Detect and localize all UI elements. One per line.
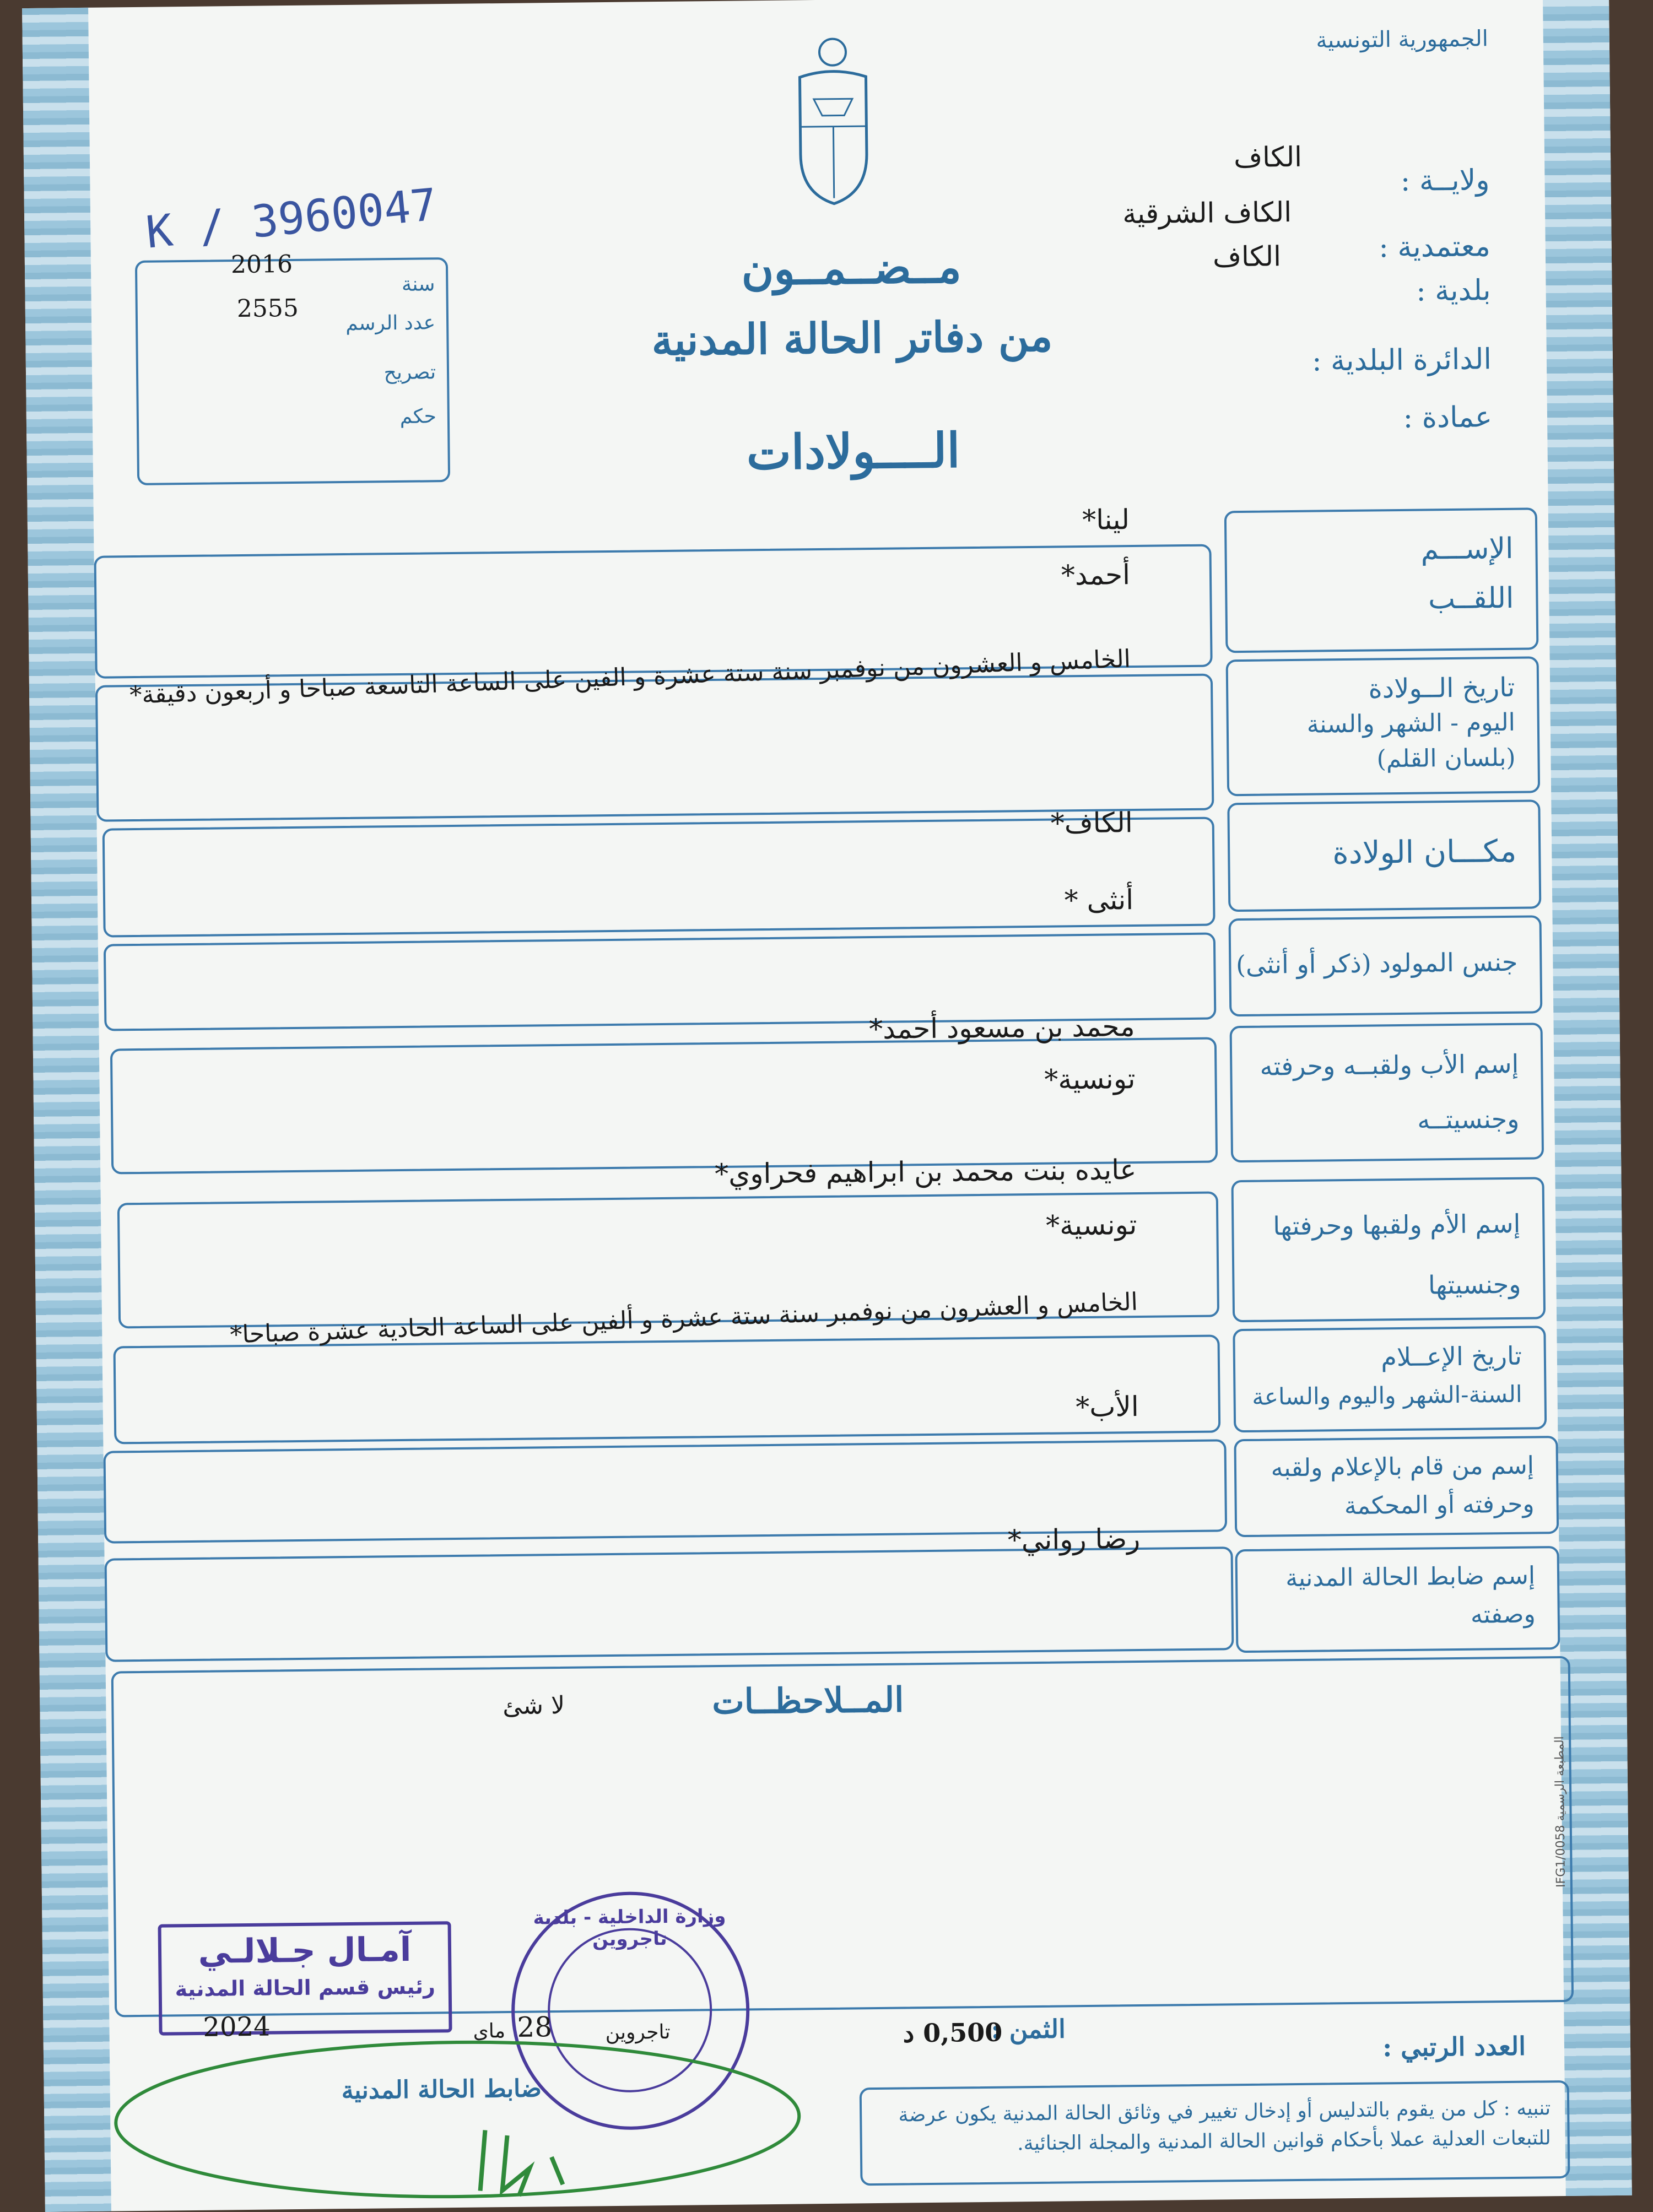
mootamadiya-value: الكاف الشرقية bbox=[1122, 196, 1292, 230]
serial-number-label: العدد الرتبي : bbox=[1382, 2031, 1526, 2063]
value-father-nationality: تونسية* bbox=[1044, 1063, 1136, 1096]
printer-mark: المطبعة الرسمية IFG1/0058 bbox=[1553, 1736, 1568, 1888]
label-sex: جنس المولود (ذكر أو أنثى) bbox=[1235, 947, 1518, 980]
registry-box bbox=[135, 250, 450, 485]
label-mother-nationality: وجنسيتها bbox=[1428, 1269, 1521, 1300]
label-box-birth-place bbox=[1227, 799, 1541, 912]
section-title: الــــولادات bbox=[746, 423, 960, 481]
label-declarant-occupation: وحرفته أو المحكمة bbox=[1344, 1490, 1535, 1521]
value-birth-date: الخامس و العشرون من نوفمبر سنة ستة عشرة و الفين على الساعة التاسعة صباحا و أربعون دقيقة* bbox=[129, 645, 1132, 710]
imada-label: عمادة : bbox=[1403, 401, 1493, 435]
label-box-father bbox=[1230, 1023, 1544, 1162]
label-box-mother bbox=[1231, 1177, 1546, 1322]
document-title: مــضــمــون bbox=[741, 241, 962, 295]
label-mother: إسم الأم ولقبها وحرفتها bbox=[1273, 1208, 1521, 1241]
value-officer: رضا رواني* bbox=[1007, 1522, 1141, 1556]
label-officer: إسم ضابط الحالة المدنية bbox=[1285, 1561, 1536, 1593]
remarks-value: لا شئ bbox=[503, 1691, 565, 1721]
document-subtitle: من دفاتر الحالة المدنية bbox=[651, 311, 1053, 365]
footer-city: تاجروين bbox=[605, 2020, 671, 2045]
value-mother-nationality: تونسية* bbox=[1045, 1209, 1137, 1242]
baladiya-label: بلدية : bbox=[1416, 274, 1491, 308]
number-value: 2555 bbox=[236, 294, 299, 323]
notice-text: تنبيه : كل من يقوم بالتدليس أو إدخال تغيير في وثائق الحالة المدنية يكون عرضة للتبعات العدلية عملا بأحكام قوانين الحالة المدنية والمجلة الجنائية. bbox=[898, 2097, 1551, 2155]
officer-name-stamp bbox=[158, 1921, 452, 2036]
label-birth-place: مكـــان الولادة bbox=[1332, 833, 1517, 872]
label-officer-title: وصفته bbox=[1470, 1600, 1536, 1629]
wilaya-value: الكاف bbox=[1233, 140, 1303, 174]
value-surname: أحمد* bbox=[1061, 559, 1131, 592]
year-value: 2016 bbox=[230, 250, 293, 279]
label-box-birth-date bbox=[1226, 656, 1541, 796]
label-birth-date-words: (بلسان القلم) bbox=[1376, 743, 1516, 774]
label-box-name bbox=[1224, 507, 1539, 653]
value-box-declaration-date bbox=[114, 1334, 1221, 1444]
stamp-name: آمـال جـلالـي bbox=[198, 1930, 412, 1971]
daira-label: الدائرة البلدية : bbox=[1311, 343, 1492, 378]
label-declarant: إسم من قام بالإعلام ولقبه bbox=[1271, 1451, 1535, 1483]
label-declaration-date-format: السنة-الشهر واليوم والساعة bbox=[1252, 1380, 1522, 1410]
value-sex: أنثى * bbox=[1064, 884, 1134, 917]
decorative-border-left bbox=[22, 8, 111, 2212]
label-father-nationality: وجنسيتــه bbox=[1417, 1104, 1520, 1135]
coat-of-arms-icon bbox=[783, 33, 884, 210]
civil-status-document bbox=[22, 0, 1632, 2212]
republic-header: الجمهورية التونسية bbox=[1316, 26, 1489, 53]
footer-day: 28 bbox=[517, 2011, 553, 2043]
value-box-birth-place bbox=[102, 817, 1216, 938]
price-label: الثمن : bbox=[991, 2014, 1066, 2045]
officer-signature-label: ضابط الحالة المدنية bbox=[341, 2074, 542, 2105]
label-father: إسم الأب ولقبــه وحرفته bbox=[1260, 1048, 1519, 1081]
label-box-sex bbox=[1229, 915, 1543, 1016]
price-value: 0,500 د bbox=[903, 2017, 1003, 2048]
officer-signature bbox=[99, 2027, 817, 2211]
mootamadiya-label: معتمدية : bbox=[1379, 230, 1491, 264]
remarks-label: المــلاحظــات bbox=[711, 1679, 904, 1722]
wilaya-label: ولايــة : bbox=[1400, 164, 1490, 198]
declaration-label: تصريح bbox=[383, 361, 436, 385]
value-birth-place: الكاف* bbox=[1050, 807, 1133, 840]
label-surname: اللقــب bbox=[1428, 581, 1514, 616]
number-label: عدد الرسم bbox=[345, 311, 436, 335]
judgment-label: حكم bbox=[399, 405, 437, 428]
value-declarant: الأب* bbox=[1075, 1390, 1139, 1424]
value-father: محمد بن مسعود أحمد* bbox=[868, 1010, 1135, 1046]
label-birth-date: تاريخ الــولادة bbox=[1368, 672, 1515, 705]
label-declaration-date: تاريخ الإعــلام bbox=[1381, 1340, 1522, 1372]
value-box-officer bbox=[105, 1546, 1234, 1662]
serial-number: K / 3960047 bbox=[143, 179, 440, 258]
stamp-role: رئيس قسم الحالة المدنية bbox=[175, 1974, 436, 2002]
label-birth-date-format: اليوم - الشهر والسنة bbox=[1306, 708, 1516, 739]
year-label: سنة bbox=[401, 273, 435, 296]
label-box-officer bbox=[1235, 1546, 1560, 1653]
label-first-name: الإســـم bbox=[1420, 532, 1514, 566]
footer-year: 2024 bbox=[203, 2011, 271, 2043]
baladiya-value: الكاف bbox=[1212, 240, 1282, 273]
notice-box bbox=[860, 2080, 1570, 2186]
value-first-name: لينا* bbox=[1082, 504, 1130, 536]
label-box-declarant bbox=[1234, 1436, 1559, 1537]
seal-text: وزارة الداخلية - بلدية تاجروين bbox=[533, 1905, 726, 1951]
label-box-declaration-date bbox=[1233, 1326, 1547, 1432]
footer-month: ماي bbox=[473, 2020, 506, 2043]
value-declaration-date: الخامس و العشرون من نوفمبر سنة ستة عشرة و ألفين على الساعة الحادية عشرة صباحا* bbox=[229, 1288, 1138, 1349]
value-box-father bbox=[110, 1037, 1218, 1174]
value-mother: عايده بنت محمد بن ابراهيم فحراوي* bbox=[714, 1154, 1137, 1191]
